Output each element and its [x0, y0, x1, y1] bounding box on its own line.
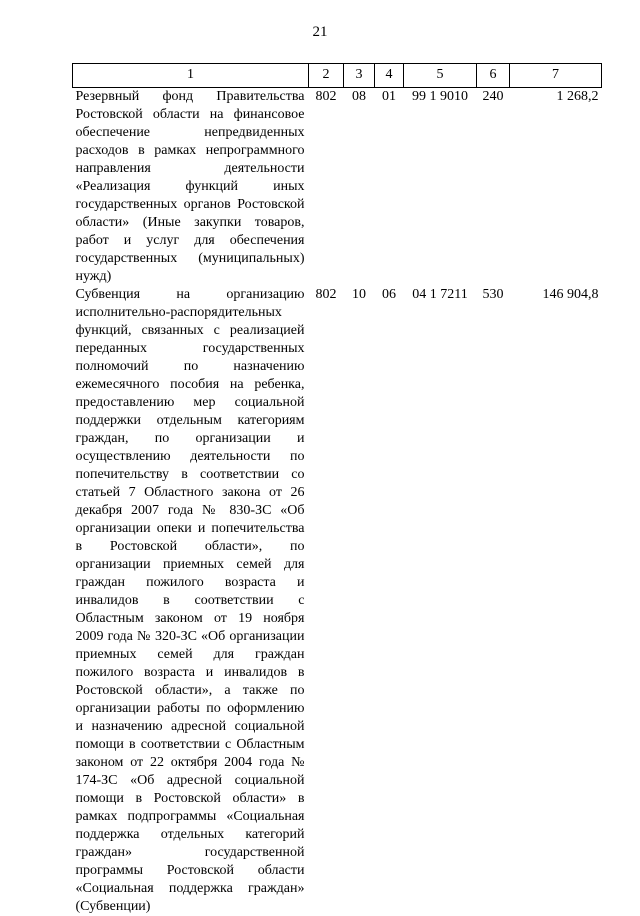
row-description: Резервный фонд Правительства Ростовской области на финансовое обеспечение непредвиденных расходов в рамках непрограммного направления деятельности «Реализация функций иных государственных органов Ростовской области» (Иные закупки товаров, работ и услуг для обеспечения государственных (муниципальных) нужд) — [75, 89, 305, 284]
expense-type-code: 530 — [482, 287, 504, 302]
column-header-4: 4 — [375, 64, 404, 88]
target-article-code: 99 1 9010 — [412, 89, 468, 104]
column-header-3: 3 — [344, 64, 375, 88]
section-code: 08 — [352, 89, 366, 104]
column-header-5: 5 — [404, 64, 477, 88]
table-row — [73, 88, 602, 287]
column-header-2: 2 — [309, 64, 344, 88]
section-code: 10 — [352, 287, 366, 302]
page-number: 21 — [312, 24, 328, 40]
expense-type-code: 240 — [482, 89, 504, 104]
amount-value: 146 904,8 — [542, 287, 599, 302]
column-header-6: 6 — [477, 64, 510, 88]
row-description: Субвенция на организацию исполнительно-распорядительных функций, связанных с реализацией переданных государственных полномочий по назначению ежемесячного пособия на ребенка, предоставлению мер социальной поддержки отдельным категориям граждан, по организации и осуществлению деятельности по попечительству в соответствии со статьей 7 Областного закона от 26 декабря 2007 года № 830-ЗС «Об организации опеки и попечительства в Ростовской области», по организации приемных семей для граждан пожилого возраста и инвалидов в соответствии с Областным законом от 19 ноября 2009 года № 320-ЗС «Об организации приемных семей для граждан пожилого возраста и инвалидов в Ростовской области», а также по организации работы по оформлению и назначению адресной социальной помощи в соответствии с Областным законом от 22 октября 2004 года № 174-ЗС «Об адресной социальной помощи в Ростовской области» в рамках подпрограммы «Социальная поддержка отдельных категорий граждан» государственной программы Ростовской области «Социальная поддержка граждан» (Субвенции) — [75, 287, 305, 914]
subsection-code: 01 — [382, 89, 396, 104]
column-header-7: 7 — [510, 64, 602, 88]
column-header-1: 1 — [73, 64, 309, 88]
subsection-code: 06 — [382, 287, 396, 302]
table-header-row — [73, 64, 602, 88]
budget-table — [72, 63, 602, 916]
ministry-code: 802 — [315, 287, 337, 302]
table-row — [73, 286, 602, 916]
ministry-code: 802 — [315, 89, 337, 104]
target-article-code: 04 1 7211 — [412, 287, 468, 302]
amount-value: 1 268,2 — [556, 89, 599, 104]
